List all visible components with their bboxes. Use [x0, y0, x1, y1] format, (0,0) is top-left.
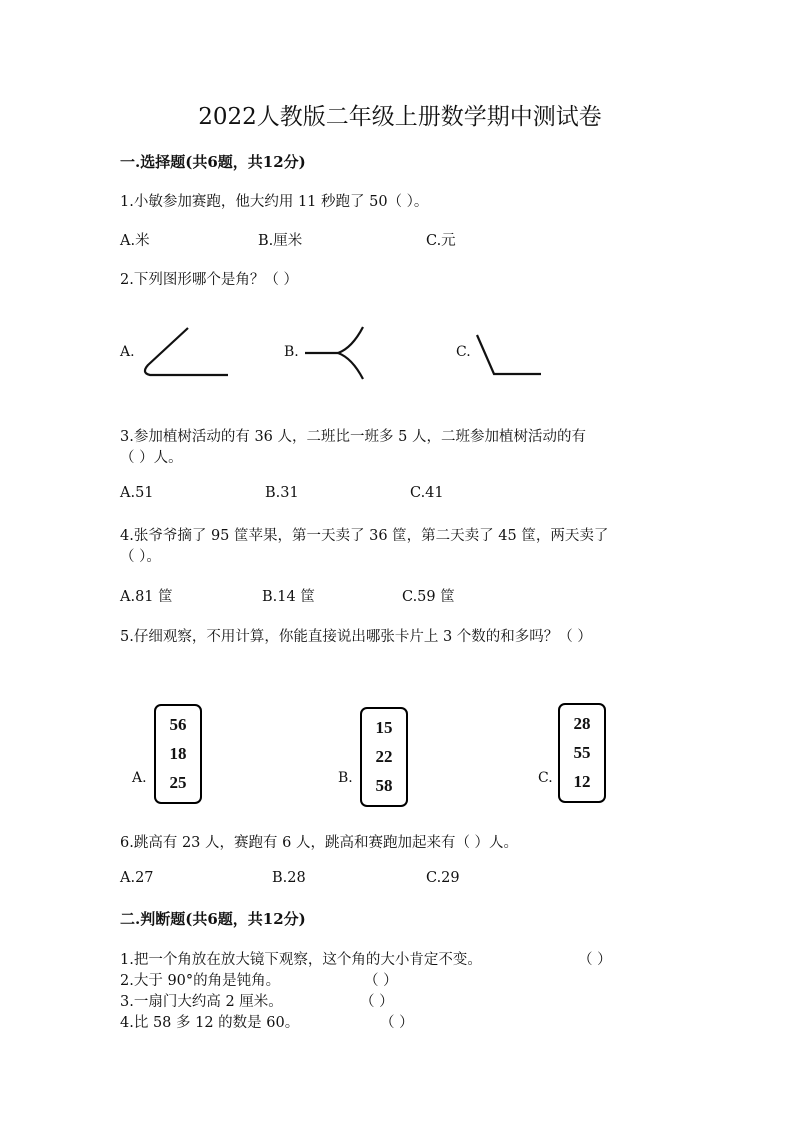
judgement-blank-4: （ ） — [380, 1015, 414, 1031]
question-6: 6.跳高有 23 人，赛跑有 6 人，跳高和赛跑加起来有（ ）人。 — [120, 835, 519, 851]
q3-option-a: A.51 — [120, 485, 154, 501]
q2-figure-b-curves — [300, 323, 372, 383]
card-number: 18 — [169, 744, 187, 763]
q2-figure-c-angle — [472, 330, 547, 380]
q6-option-c: C.29 — [426, 870, 460, 886]
judgement-blank-1: （ ） — [578, 952, 612, 968]
card-number: 28 — [573, 714, 591, 733]
q5-card-label-a: A. — [132, 770, 147, 786]
q6-option-a: A.27 — [120, 870, 154, 886]
q2-label-c: C. — [456, 344, 471, 360]
question-1: 1.小敏参加赛跑，他大约用 11 秒跑了 50（ ）。 — [120, 194, 429, 210]
q4-option-b: B.14 筐 — [262, 589, 315, 605]
judgement-item-3: 3.一扇门大约高 2 厘米。 — [120, 994, 283, 1010]
q2-label-a: A. — [120, 344, 135, 360]
card-number: 25 — [169, 773, 187, 792]
question-4-line2: （ ）。 — [120, 549, 161, 565]
judgement-item-2: 2.大于 90°的角是钝角。 — [120, 973, 281, 989]
page-title: 2022人教版二年级上册数学期中测试卷 — [198, 104, 602, 130]
q5-card-label-b: B. — [338, 770, 353, 786]
q5-card-c — [558, 703, 606, 803]
card-number: 55 — [573, 743, 591, 762]
section-heading-judgement: 二.判断题(共6题，共12分) — [120, 910, 306, 928]
question-3-line2: （ ）人。 — [120, 450, 183, 466]
question-3-line1: 3.参加植树活动的有 36 人，二班比一班多 5 人，二班参加植树活动的有 — [120, 429, 586, 445]
question-2: 2.下列图形哪个是角？（ ） — [120, 272, 298, 288]
judgement-item-4: 4.比 58 多 12 的数是 60。 — [120, 1015, 300, 1031]
card-number: 22 — [375, 747, 393, 766]
q3-option-c: C.41 — [410, 485, 444, 501]
question-5: 5.仔细观察，不用计算，你能直接说出哪张卡片上 3 个数的和多吗？（ ） — [120, 629, 592, 645]
card-number: 58 — [375, 776, 393, 795]
card-number: 56 — [169, 715, 187, 734]
card-number: 12 — [573, 772, 591, 791]
judgement-blank-3: （ ） — [360, 994, 394, 1010]
q2-label-b: B. — [284, 344, 299, 360]
q5-card-label-c: C. — [538, 770, 553, 786]
card-number: 15 — [375, 718, 393, 737]
q1-option-b: B.厘米 — [258, 233, 303, 249]
section-heading-choice: 一.选择题(共6题，共12分) — [120, 153, 306, 171]
q4-option-a: A.81 筐 — [120, 589, 173, 605]
question-4-line1: 4.张爷爷摘了 95 筐苹果，第一天卖了 36 筐，第二天卖了 45 筐，两天卖了 — [120, 528, 609, 544]
q6-option-b: B.28 — [272, 870, 306, 886]
q4-option-c: C.59 筐 — [402, 589, 455, 605]
judgement-item-1: 1.把一个角放在放大镜下观察，这个角的大小肯定不变。 — [120, 952, 482, 968]
q2-figure-a-angle — [138, 325, 233, 380]
q3-option-b: B.31 — [265, 485, 299, 501]
q5-card-a — [154, 704, 202, 804]
q1-option-c: C.元 — [426, 233, 456, 249]
q1-option-a: A.米 — [120, 233, 150, 249]
q5-card-b — [360, 707, 408, 807]
judgement-blank-2: （ ） — [364, 973, 398, 989]
